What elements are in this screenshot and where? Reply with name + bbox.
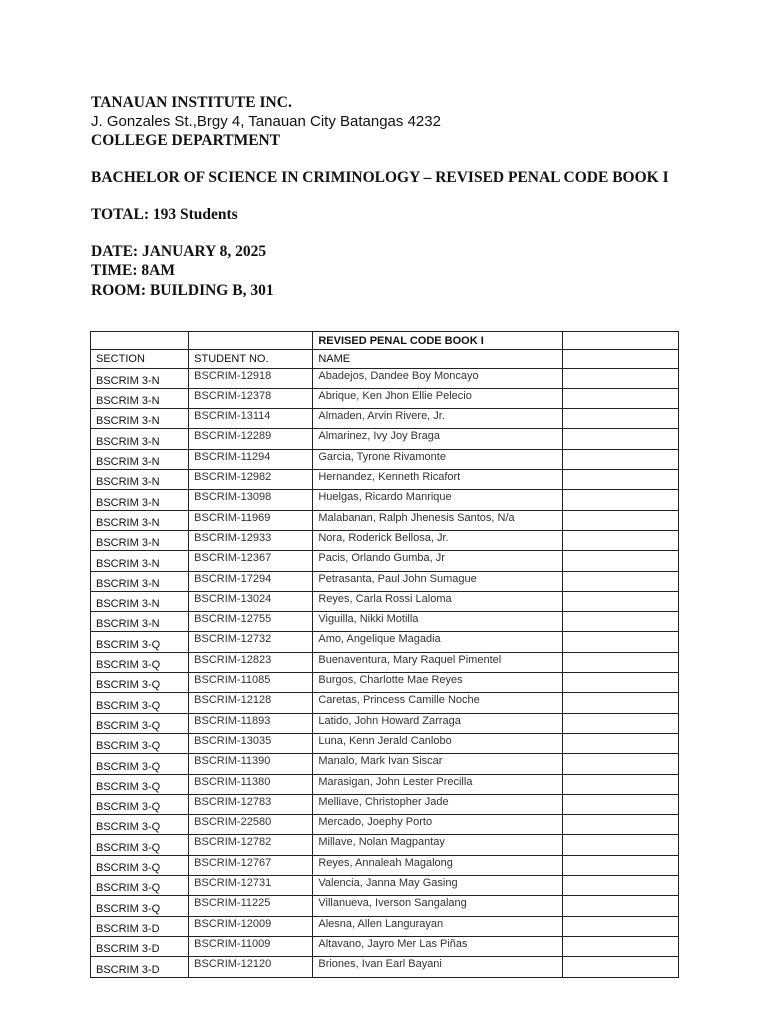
empty-cell [562,530,678,550]
table-row [91,754,679,774]
empty-cell [562,388,678,408]
empty-cell [562,713,678,733]
table-row [91,774,679,794]
table-row [91,876,679,896]
section-cell: BSCRIM 3-Q [91,774,189,794]
student-name-cell: Marasigan, John Lester Precilla [313,774,562,794]
table-row [91,693,679,713]
empty-cell [562,754,678,774]
empty-cell [562,815,678,835]
student-no-cell: BSCRIM-13035 [189,733,313,753]
program-title: BACHELOR OF SCIENCE IN CRIMINOLOGY – REVISED PENAL CODE BOOK I [91,169,669,186]
student-name-cell: Valencia, Janna May Gasing [313,876,562,896]
table-row [91,470,679,490]
empty-cell [562,449,678,469]
empty-cell [562,835,678,855]
student-name-cell: Pacis, Orlando Gumba, Jr [313,551,562,571]
section-cell: BSCRIM 3-D [91,957,189,977]
student-name-cell: Millave, Nolan Magpantay [313,835,562,855]
student-no-cell: BSCRIM-12731 [189,876,313,896]
table-row [91,409,679,429]
student-no-cell: BSCRIM-17294 [189,571,313,591]
student-name-cell: Garcia, Tyrone Rivamonte [313,449,562,469]
section-cell: BSCRIM 3-D [91,936,189,956]
empty-cell [562,409,678,429]
student-name-cell: Melliave, Christopher Jade [313,794,562,814]
student-no-cell: BSCRIM-12767 [189,855,313,875]
column-header-blank [562,350,678,368]
student-no-cell: BSCRIM-11225 [189,896,313,916]
student-no-cell: BSCRIM-11085 [189,673,313,693]
section-cell: BSCRIM 3-Q [91,876,189,896]
student-name-cell: Amo, Angelique Magadia [313,632,562,652]
section-cell: BSCRIM 3-Q [91,896,189,916]
section-cell: BSCRIM 3-Q [91,835,189,855]
column-header-section: SECTION [91,350,189,368]
section-cell: BSCRIM 3-N [91,409,189,429]
section-cell: BSCRIM 3-D [91,916,189,936]
table-row [91,530,679,550]
institution-address: J. Gonzales St.,Brgy 4, Tanauan City Batangas 4232 [91,113,441,130]
empty-cell [562,896,678,916]
empty-cell [562,332,678,350]
section-cell: BSCRIM 3-Q [91,713,189,733]
student-no-cell: BSCRIM-13024 [189,591,313,611]
student-no-cell: BSCRIM-12378 [189,388,313,408]
empty-cell [562,673,678,693]
exam-time: TIME: 8AM [91,262,175,279]
column-header-name: NAME [313,350,562,368]
section-cell: BSCRIM 3-Q [91,754,189,774]
table-row [91,733,679,753]
empty-cell [562,490,678,510]
student-name-cell: Altavano, Jayro Mer Las Piñas [313,936,562,956]
student-no-cell: BSCRIM-12120 [189,957,313,977]
student-no-cell: BSCRIM-12755 [189,612,313,632]
table-row [91,388,679,408]
student-name-cell: Burgos, Charlotte Mae Reyes [313,673,562,693]
table-row [91,652,679,672]
student-no-cell: BSCRIM-12128 [189,693,313,713]
table-row [91,855,679,875]
student-name-cell: Luna, Kenn Jerald Canlobo [313,733,562,753]
student-no-cell: BSCRIM-12367 [189,551,313,571]
section-cell: BSCRIM 3-Q [91,693,189,713]
student-name-cell: Alesna, Allen Langurayan [313,916,562,936]
table-row [91,632,679,652]
table-row [91,815,679,835]
student-no-cell: BSCRIM-12918 [189,368,313,388]
student-no-cell: BSCRIM-13114 [189,409,313,429]
student-name-cell: Mercado, Joephy Porto [313,815,562,835]
empty-cell [562,957,678,977]
table-row [91,835,679,855]
student-roster-table [90,331,679,978]
table-header-row [91,350,679,368]
section-cell: BSCRIM 3-N [91,612,189,632]
empty-cell [562,571,678,591]
student-name-cell: Huelgas, Ricardo Manrique [313,490,562,510]
empty-cell [562,368,678,388]
student-name-cell: Almarinez, Ivy Joy Braga [313,429,562,449]
section-cell: BSCRIM 3-Q [91,855,189,875]
student-no-cell: BSCRIM-11009 [189,936,313,956]
empty-cell [562,470,678,490]
student-name-cell: Nora, Roderick Bellosa, Jr. [313,530,562,550]
student-name-cell: Reyes, Carla Rossi Laloma [313,591,562,611]
student-no-cell: BSCRIM-12783 [189,794,313,814]
student-name-cell: Villanueva, Iverson Sangalang [313,896,562,916]
empty-cell [562,551,678,571]
department-title: COLLEGE DEPARTMENT [91,132,281,149]
column-header-student-no: STUDENT NO. [189,350,313,368]
student-name-cell: Buenaventura, Mary Raquel Pimentel [313,652,562,672]
student-name-cell: Petrasanta, Paul John Sumague [313,571,562,591]
table-row [91,794,679,814]
table-row [91,368,679,388]
table-title-row [91,332,679,350]
table-row [91,591,679,611]
student-no-cell: BSCRIM-13098 [189,490,313,510]
student-name-cell: Hernandez, Kenneth Ricafort [313,470,562,490]
empty-cell [562,876,678,896]
student-no-cell: BSCRIM-12823 [189,652,313,672]
table-row [91,429,679,449]
section-cell: BSCRIM 3-N [91,490,189,510]
student-name-cell: Reyes, Annaleah Magalong [313,855,562,875]
table-row [91,896,679,916]
institution-name: TANAUAN INSTITUTE INC. [91,94,292,111]
student-name-cell: Caretas, Princess Camille Noche [313,693,562,713]
section-cell: BSCRIM 3-Q [91,632,189,652]
section-cell: BSCRIM 3-N [91,449,189,469]
section-cell: BSCRIM 3-Q [91,733,189,753]
student-no-cell: BSCRIM-12933 [189,530,313,550]
section-cell: BSCRIM 3-Q [91,673,189,693]
student-no-cell: BSCRIM-12289 [189,429,313,449]
table-row [91,449,679,469]
section-cell: BSCRIM 3-N [91,571,189,591]
section-cell: BSCRIM 3-N [91,551,189,571]
empty-cell [562,429,678,449]
empty-cell [562,652,678,672]
empty-cell [562,632,678,652]
section-cell: BSCRIM 3-N [91,530,189,550]
student-name-cell: Manalo, Mark Ivan Siscar [313,754,562,774]
empty-cell [562,855,678,875]
section-cell: BSCRIM 3-N [91,591,189,611]
student-name-cell: Briones, Ivan Earl Bayani [313,957,562,977]
section-cell: BSCRIM 3-Q [91,815,189,835]
student-no-cell: BSCRIM-11390 [189,754,313,774]
empty-cell [562,733,678,753]
section-cell: BSCRIM 3-N [91,388,189,408]
student-name-cell: Abrique, Ken Jhon Ellie Pelecio [313,388,562,408]
table-row [91,612,679,632]
empty-cell [189,332,313,350]
student-name-cell: Malabanan, Ralph Jhenesis Santos, N/a [313,510,562,530]
student-no-cell: BSCRIM-22580 [189,815,313,835]
student-no-cell: BSCRIM-11893 [189,713,313,733]
section-cell: BSCRIM 3-N [91,429,189,449]
empty-cell [562,936,678,956]
subject-title-cell: REVISED PENAL CODE BOOK I [313,332,562,350]
table-row [91,490,679,510]
section-cell: BSCRIM 3-N [91,510,189,530]
table-row [91,957,679,977]
empty-cell [562,510,678,530]
empty-cell [562,612,678,632]
student-no-cell: BSCRIM-12009 [189,916,313,936]
section-cell: BSCRIM 3-Q [91,652,189,672]
table-row [91,551,679,571]
table-row [91,936,679,956]
empty-cell [562,794,678,814]
student-name-cell: Latido, John Howard Zarraga [313,713,562,733]
exam-room: ROOM: BUILDING B, 301 [91,282,274,299]
student-no-cell: BSCRIM-12982 [189,470,313,490]
empty-cell [562,591,678,611]
student-no-cell: BSCRIM-11294 [189,449,313,469]
table-row [91,916,679,936]
table-row [91,510,679,530]
exam-date: DATE: JANUARY 8, 2025 [91,243,267,260]
student-no-cell: BSCRIM-11380 [189,774,313,794]
table-row [91,571,679,591]
section-cell: BSCRIM 3-N [91,368,189,388]
table-row [91,673,679,693]
empty-cell [562,774,678,794]
empty-cell [562,916,678,936]
student-name-cell: Abadejos, Dandee Boy Moncayo [313,368,562,388]
section-cell: BSCRIM 3-Q [91,794,189,814]
table-row [91,713,679,733]
section-cell: BSCRIM 3-N [91,470,189,490]
empty-cell [562,693,678,713]
student-no-cell: BSCRIM-12782 [189,835,313,855]
empty-cell [91,332,189,350]
student-name-cell: Almaden, Arvin Rivere, Jr. [313,409,562,429]
total-students: TOTAL: 193 Students [91,206,238,223]
student-name-cell: Viguilla, Nikki Motilla [313,612,562,632]
student-no-cell: BSCRIM-11969 [189,510,313,530]
student-no-cell: BSCRIM-12732 [189,632,313,652]
